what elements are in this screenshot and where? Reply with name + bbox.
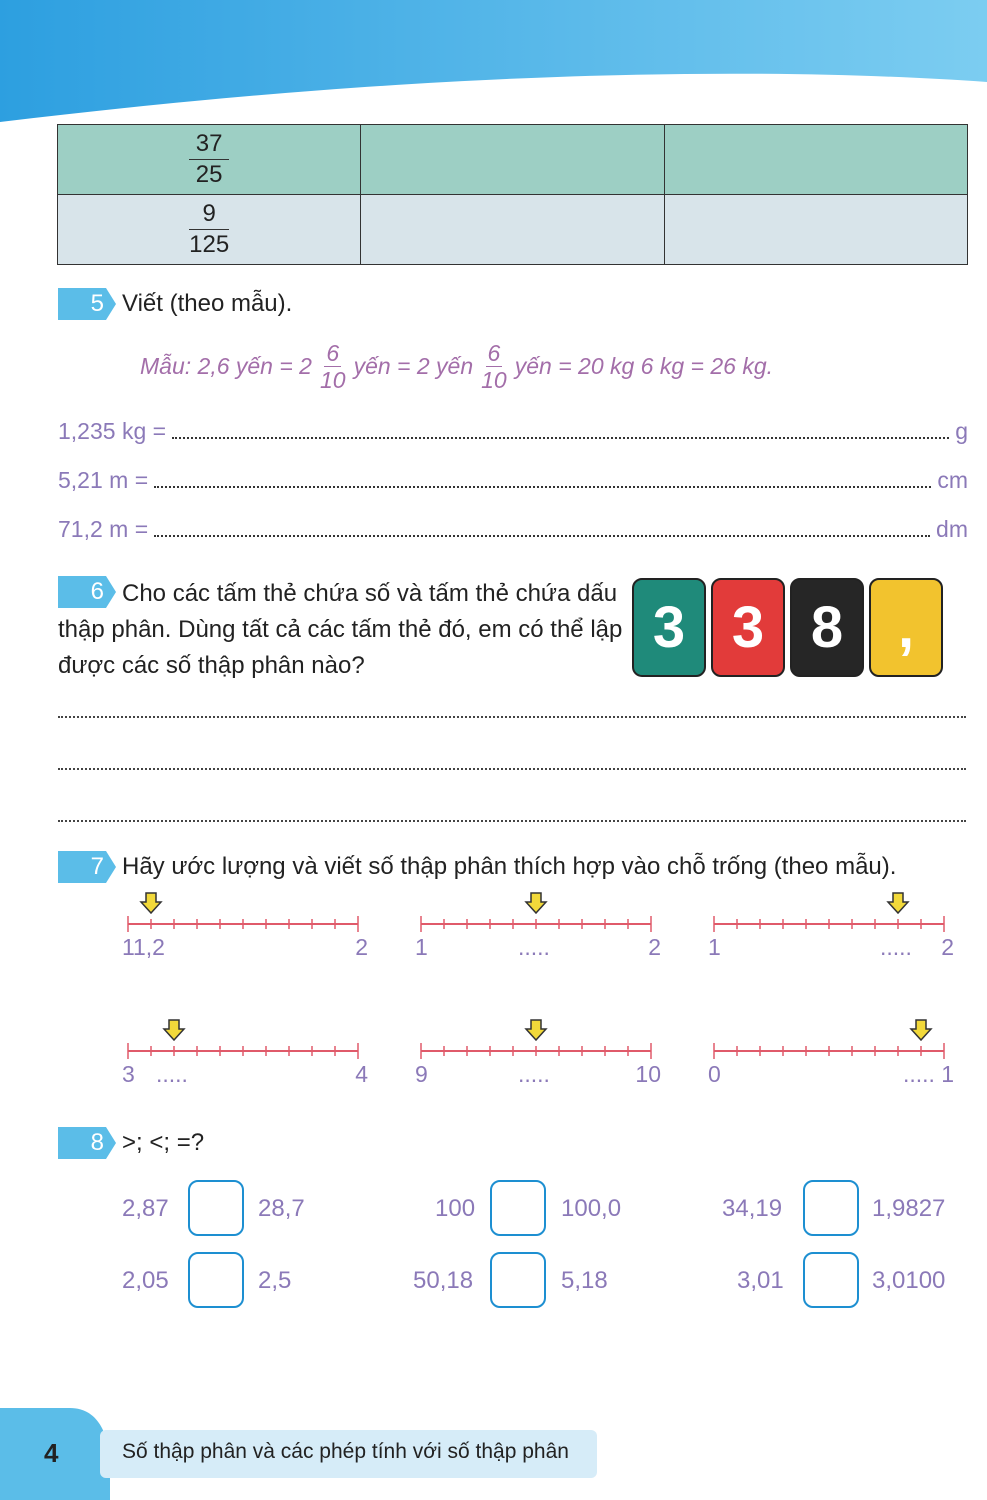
comma-card: , bbox=[869, 578, 943, 677]
conversion-line bbox=[58, 416, 968, 446]
number-line-graphic bbox=[413, 1017, 663, 1067]
compare-right: 100,0 bbox=[561, 1195, 622, 1222]
compare-box[interactable] bbox=[803, 1252, 859, 1308]
number-card: 3 bbox=[711, 578, 785, 677]
answer-line[interactable] bbox=[58, 716, 966, 718]
denominator: 10 bbox=[319, 366, 346, 393]
conversion-line bbox=[58, 514, 968, 544]
section-title: Viết (theo mẫu). bbox=[122, 290, 293, 317]
answer-blank[interactable] bbox=[154, 515, 930, 537]
number-line bbox=[413, 890, 663, 980]
compare-right: 2,5 bbox=[258, 1267, 292, 1294]
section-title: >; <; =? bbox=[122, 1129, 205, 1156]
compare-box[interactable] bbox=[188, 1180, 244, 1236]
start-label: 9 bbox=[415, 1061, 428, 1087]
section-number: 7 bbox=[90, 853, 104, 880]
conversion-unit: cm bbox=[937, 467, 968, 493]
down-arrow-icon bbox=[888, 893, 908, 913]
compare-box[interactable] bbox=[490, 1252, 546, 1308]
answer-label[interactable]: ..... bbox=[903, 1061, 935, 1087]
down-arrow-icon bbox=[141, 893, 161, 913]
example-fraction bbox=[320, 340, 346, 393]
compare-right: 3,0100 bbox=[872, 1267, 946, 1294]
conversion-unit: g bbox=[955, 418, 968, 444]
numerator: 6 bbox=[326, 339, 340, 366]
section-text: Cho các tấm thẻ chứa số và tấm thẻ chứa dấu thập phân. Dùng tất cả các tấm thẻ đó, em có thể lập được các số thập phân nào? bbox=[58, 580, 623, 679]
example-suffix: yến = 20 kg 6 kg = 26 kg. bbox=[514, 352, 774, 379]
chapter-title: Số thập phân và các phép tính với số thập phân bbox=[122, 1440, 569, 1463]
down-arrow-icon bbox=[164, 1020, 184, 1040]
conversion-line bbox=[58, 465, 968, 495]
answer-blank[interactable] bbox=[172, 417, 949, 439]
answer-line[interactable] bbox=[58, 820, 966, 822]
section-number-badge bbox=[58, 1127, 116, 1159]
denominator: 125 bbox=[189, 231, 230, 258]
section-number: 6 bbox=[90, 578, 104, 605]
section-number: 5 bbox=[90, 290, 104, 317]
number-line bbox=[706, 890, 956, 980]
section-number-badge bbox=[58, 288, 116, 320]
conversion-left: 1,235 kg = bbox=[58, 418, 167, 444]
end-label: 10 bbox=[635, 1061, 661, 1087]
compare-box[interactable] bbox=[490, 1180, 546, 1236]
start-label: 1 bbox=[708, 934, 721, 960]
compare-right: 28,7 bbox=[258, 1195, 305, 1222]
answer-cell[interactable] bbox=[361, 125, 664, 195]
fraction bbox=[189, 129, 229, 190]
end-label: 4 bbox=[355, 1061, 368, 1087]
example-fraction bbox=[481, 340, 507, 393]
answer-label[interactable]: ..... bbox=[156, 1061, 188, 1087]
down-arrow-icon bbox=[526, 1020, 546, 1040]
answer-label[interactable]: ..... bbox=[518, 1061, 550, 1087]
number-line bbox=[706, 1017, 956, 1107]
compare-box[interactable] bbox=[188, 1252, 244, 1308]
example-mid: yến = 2 yến bbox=[353, 352, 474, 379]
number-line-graphic bbox=[120, 1017, 370, 1067]
compare-left: 2,87 bbox=[122, 1195, 169, 1222]
section-number: 8 bbox=[90, 1129, 104, 1156]
compare-left: 2,05 bbox=[122, 1267, 169, 1294]
numerator: 9 bbox=[189, 199, 229, 230]
conversion-left: 5,21 m = bbox=[58, 467, 149, 493]
number-line-graphic bbox=[120, 890, 370, 940]
compare-box[interactable] bbox=[803, 1180, 859, 1236]
table-cell bbox=[58, 195, 361, 265]
answer-cell[interactable] bbox=[664, 195, 967, 265]
compare-right: 5,18 bbox=[561, 1267, 608, 1294]
table-row bbox=[58, 195, 968, 265]
down-arrow-icon bbox=[526, 893, 546, 913]
denominator: 10 bbox=[481, 366, 507, 393]
start-label: 1 bbox=[122, 934, 135, 960]
compare-left: 3,01 bbox=[737, 1267, 784, 1294]
start-label: 3 bbox=[122, 1061, 135, 1087]
conversion-unit: dm bbox=[936, 516, 968, 542]
header-band bbox=[0, 0, 987, 125]
page-number: 4 bbox=[44, 1438, 59, 1468]
compare-left: 34,19 bbox=[722, 1195, 783, 1222]
end-label: 2 bbox=[941, 934, 954, 960]
number-line bbox=[413, 1017, 663, 1107]
conversion-left: 71,2 m = bbox=[58, 516, 149, 542]
end-label: 2 bbox=[355, 934, 368, 960]
compare-right: 1,9827 bbox=[872, 1195, 946, 1222]
number-line-graphic bbox=[706, 890, 956, 940]
answer-cell[interactable] bbox=[361, 195, 664, 265]
fraction-table bbox=[57, 124, 968, 265]
end-label: 1 bbox=[941, 1061, 954, 1087]
compare-left: 100 bbox=[435, 1195, 476, 1222]
number-line bbox=[120, 1017, 370, 1107]
number-line-graphic bbox=[413, 890, 663, 940]
compare-left: 50,18 bbox=[413, 1267, 474, 1294]
section-paragraph bbox=[58, 576, 628, 684]
answer-blank[interactable] bbox=[154, 466, 931, 488]
table-cell bbox=[58, 125, 361, 195]
answer-label: 1,2 bbox=[133, 934, 165, 960]
numerator: 37 bbox=[189, 129, 229, 160]
answer-label[interactable]: ..... bbox=[880, 934, 912, 960]
start-label: 1 bbox=[415, 934, 428, 960]
section-number-badge bbox=[58, 851, 116, 883]
section-title: Hãy ước lượng và viết số thập phân thích hợp vào chỗ trống (theo mẫu). bbox=[122, 853, 897, 880]
table-row bbox=[58, 125, 968, 195]
number-line-graphic bbox=[706, 1017, 956, 1067]
start-label: 0 bbox=[708, 1061, 721, 1087]
down-arrow-icon bbox=[911, 1020, 931, 1040]
denominator: 25 bbox=[195, 161, 223, 188]
end-label: 2 bbox=[648, 934, 661, 960]
number-card: 8 bbox=[790, 578, 864, 677]
answer-label[interactable]: ..... bbox=[518, 934, 550, 960]
answer-cell[interactable] bbox=[664, 125, 967, 195]
number-cards bbox=[632, 578, 943, 677]
number-line bbox=[120, 890, 370, 980]
fraction bbox=[189, 199, 229, 260]
numerator: 6 bbox=[487, 339, 501, 366]
answer-line[interactable] bbox=[58, 768, 966, 770]
example-line bbox=[140, 336, 773, 396]
number-card: 3 bbox=[632, 578, 706, 677]
example-prefix: Mẫu: 2,6 yến = 2 bbox=[140, 352, 312, 379]
